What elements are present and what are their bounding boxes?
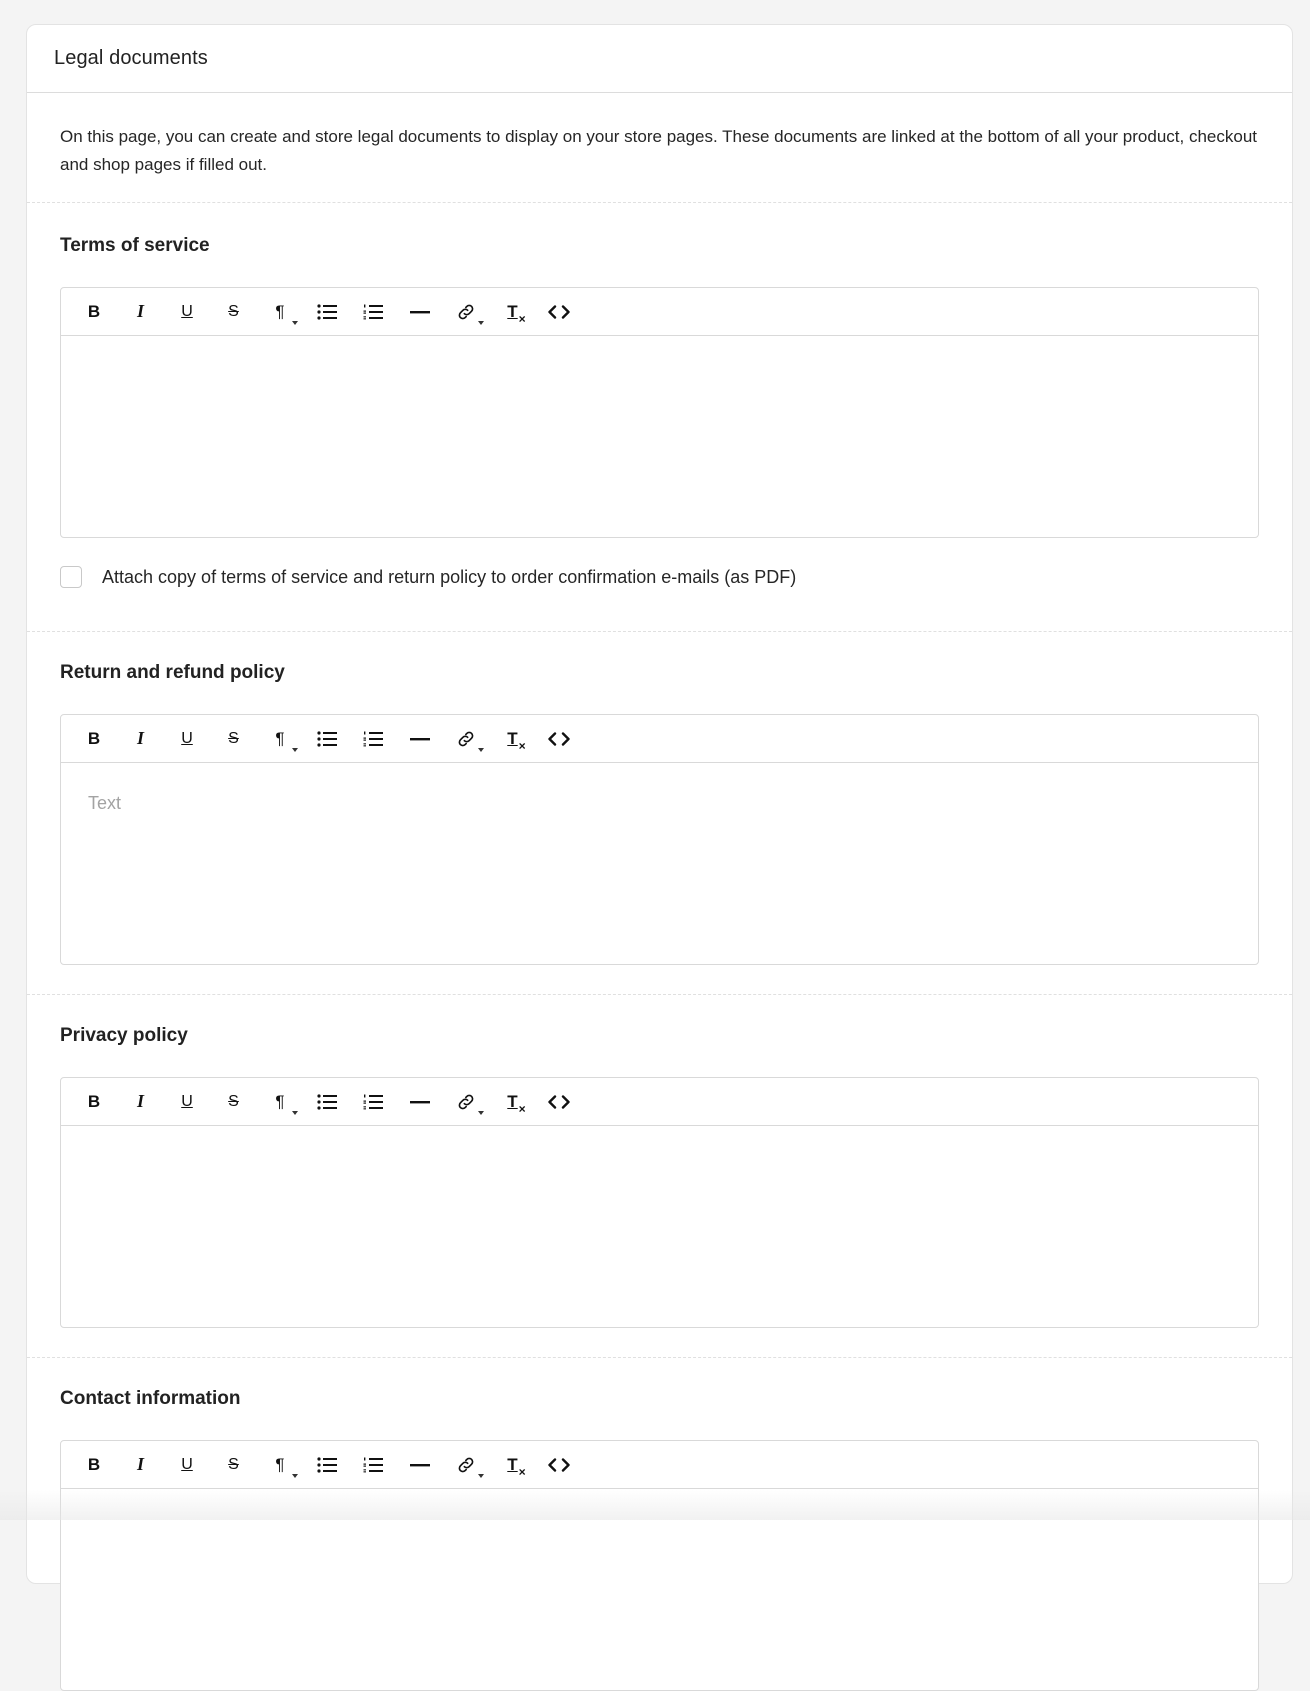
bold-button[interactable]: [79, 297, 109, 327]
source-code-button[interactable]: [544, 1450, 574, 1480]
numbered-list-icon: [363, 304, 383, 320]
underline-button[interactable]: [172, 1450, 202, 1480]
bullet-list-button[interactable]: [312, 297, 342, 327]
italic-icon: I: [136, 728, 144, 748]
card-title: Legal documents: [54, 47, 208, 69]
horizontal-rule-icon: [410, 1100, 430, 1104]
card-header: [27, 25, 1292, 93]
horizontal-rule-button[interactable]: [405, 724, 435, 754]
code-icon: [548, 732, 570, 746]
bullet-list-icon: [317, 731, 337, 747]
horizontal-rule-button[interactable]: [405, 1087, 435, 1117]
bullet-list-button[interactable]: [312, 1450, 342, 1480]
section-return-refund-policy: [27, 632, 1292, 995]
underline-icon: U: [181, 1092, 193, 1110]
insert-link-button[interactable]: [451, 724, 481, 754]
link-icon: [456, 1455, 476, 1475]
bold-icon: B: [87, 728, 101, 748]
attach-pdf-row: [60, 566, 1259, 588]
link-icon: [456, 1092, 476, 1112]
numbered-list-button[interactable]: [358, 1087, 388, 1117]
strikethrough-button[interactable]: [219, 724, 249, 754]
bullet-list-icon: [317, 1457, 337, 1473]
strikethrough-icon: S: [228, 302, 239, 320]
strikethrough-icon: S: [228, 1092, 239, 1110]
underline-icon: U: [181, 1455, 193, 1473]
paragraph-format-button[interactable]: [265, 1087, 295, 1117]
code-icon: [548, 1458, 570, 1472]
bullet-list-button[interactable]: [312, 1087, 342, 1117]
strikethrough-button[interactable]: [219, 1450, 249, 1480]
bold-button[interactable]: [79, 1450, 109, 1480]
clear-formatting-button[interactable]: [498, 297, 528, 327]
underline-icon: U: [181, 729, 193, 747]
clear-formatting-button[interactable]: [498, 1450, 528, 1480]
terms-editor-body[interactable]: [61, 336, 1258, 537]
section-terms-of-service: [27, 203, 1292, 632]
code-icon: [548, 305, 570, 319]
privacy-editor: [60, 1077, 1259, 1328]
terms-editor: [60, 287, 1259, 538]
horizontal-rule-icon: [410, 737, 430, 741]
paragraph-format-icon: ¶: [275, 1454, 285, 1474]
editor-toolbar: [61, 715, 1258, 763]
privacy-editor-body[interactable]: [61, 1126, 1258, 1327]
italic-icon: I: [136, 1454, 144, 1474]
underline-button[interactable]: [172, 1087, 202, 1117]
section-contact-information: [27, 1358, 1292, 1691]
bold-button[interactable]: [79, 724, 109, 754]
section-title: Terms of service: [60, 235, 210, 256]
attach-pdf-checkbox[interactable]: [60, 566, 82, 588]
horizontal-rule-button[interactable]: [405, 297, 435, 327]
intro-text: On this page, you can create and store legal documents to display on your store pages. These documents are linked at the bottom of all your product, checkout and shop pages if filled out.: [27, 93, 1292, 203]
underline-icon: U: [181, 302, 193, 320]
numbered-list-button[interactable]: [358, 1450, 388, 1480]
section-title: Return and refund policy: [60, 662, 285, 683]
insert-link-button[interactable]: [451, 297, 481, 327]
attach-pdf-label: Attach copy of terms of service and return policy to order confirmation e-mails (as PDF): [102, 566, 797, 587]
bold-icon: B: [87, 1091, 101, 1111]
paragraph-format-icon: ¶: [275, 1091, 285, 1111]
italic-button[interactable]: [126, 297, 156, 327]
bold-icon: B: [87, 301, 101, 321]
strikethrough-icon: S: [228, 1455, 239, 1473]
horizontal-rule-button[interactable]: [405, 1450, 435, 1480]
clear-formatting-button[interactable]: [498, 724, 528, 754]
horizontal-rule-icon: [410, 1463, 430, 1467]
clear-formatting-icon: T ×: [507, 728, 526, 753]
editor-placeholder: Text: [88, 793, 122, 813]
italic-button[interactable]: [126, 1087, 156, 1117]
strikethrough-icon: S: [228, 729, 239, 747]
strikethrough-button[interactable]: [219, 297, 249, 327]
legal-documents-card: [26, 24, 1293, 1584]
clear-formatting-icon: T ×: [507, 1454, 526, 1479]
caret-down-icon: [478, 1474, 484, 1478]
link-icon: [456, 302, 476, 322]
numbered-list-icon: [363, 1457, 383, 1473]
italic-icon: I: [136, 301, 144, 321]
contact-editor-body[interactable]: [61, 1489, 1258, 1690]
bold-button[interactable]: [79, 1087, 109, 1117]
clear-formatting-icon: T ×: [507, 1091, 526, 1116]
caret-down-icon: [292, 1474, 298, 1478]
section-title: Contact information: [60, 1388, 241, 1409]
bullet-list-icon: [317, 304, 337, 320]
code-icon: [548, 1095, 570, 1109]
editor-toolbar: [61, 288, 1258, 336]
caret-down-icon: [292, 1111, 298, 1115]
paragraph-format-button[interactable]: [265, 724, 295, 754]
paragraph-format-button[interactable]: [265, 297, 295, 327]
numbered-list-icon: [363, 731, 383, 747]
insert-link-button[interactable]: [451, 1087, 481, 1117]
underline-button[interactable]: [172, 724, 202, 754]
source-code-button[interactable]: [544, 724, 574, 754]
numbered-list-button[interactable]: [358, 724, 388, 754]
clear-formatting-button[interactable]: [498, 1087, 528, 1117]
caret-down-icon: [478, 321, 484, 325]
paragraph-format-icon: ¶: [275, 301, 285, 321]
italic-button[interactable]: [126, 1450, 156, 1480]
numbered-list-button[interactable]: [358, 297, 388, 327]
caret-down-icon: [478, 1111, 484, 1115]
section-title: Privacy policy: [60, 1025, 188, 1046]
source-code-button[interactable]: [544, 1087, 574, 1117]
strikethrough-button[interactable]: [219, 1087, 249, 1117]
refund-editor-body[interactable]: [61, 763, 1258, 964]
editor-toolbar: [61, 1441, 1258, 1489]
italic-button[interactable]: [126, 724, 156, 754]
section-privacy-policy: [27, 995, 1292, 1358]
numbered-list-icon: [363, 1094, 383, 1110]
source-code-button[interactable]: [544, 297, 574, 327]
editor-toolbar: [61, 1078, 1258, 1126]
bold-icon: B: [87, 1454, 101, 1474]
bullet-list-button[interactable]: [312, 724, 342, 754]
horizontal-rule-icon: [410, 310, 430, 314]
paragraph-format-button[interactable]: [265, 1450, 295, 1480]
italic-icon: I: [136, 1091, 144, 1111]
caret-down-icon: [292, 748, 298, 752]
refund-editor: [60, 714, 1259, 965]
insert-link-button[interactable]: [451, 1450, 481, 1480]
link-icon: [456, 729, 476, 749]
underline-button[interactable]: [172, 297, 202, 327]
caret-down-icon: [292, 321, 298, 325]
paragraph-format-icon: ¶: [275, 728, 285, 748]
clear-formatting-icon: T ×: [507, 301, 526, 326]
caret-down-icon: [478, 748, 484, 752]
contact-editor: [60, 1440, 1259, 1691]
bullet-list-icon: [317, 1094, 337, 1110]
